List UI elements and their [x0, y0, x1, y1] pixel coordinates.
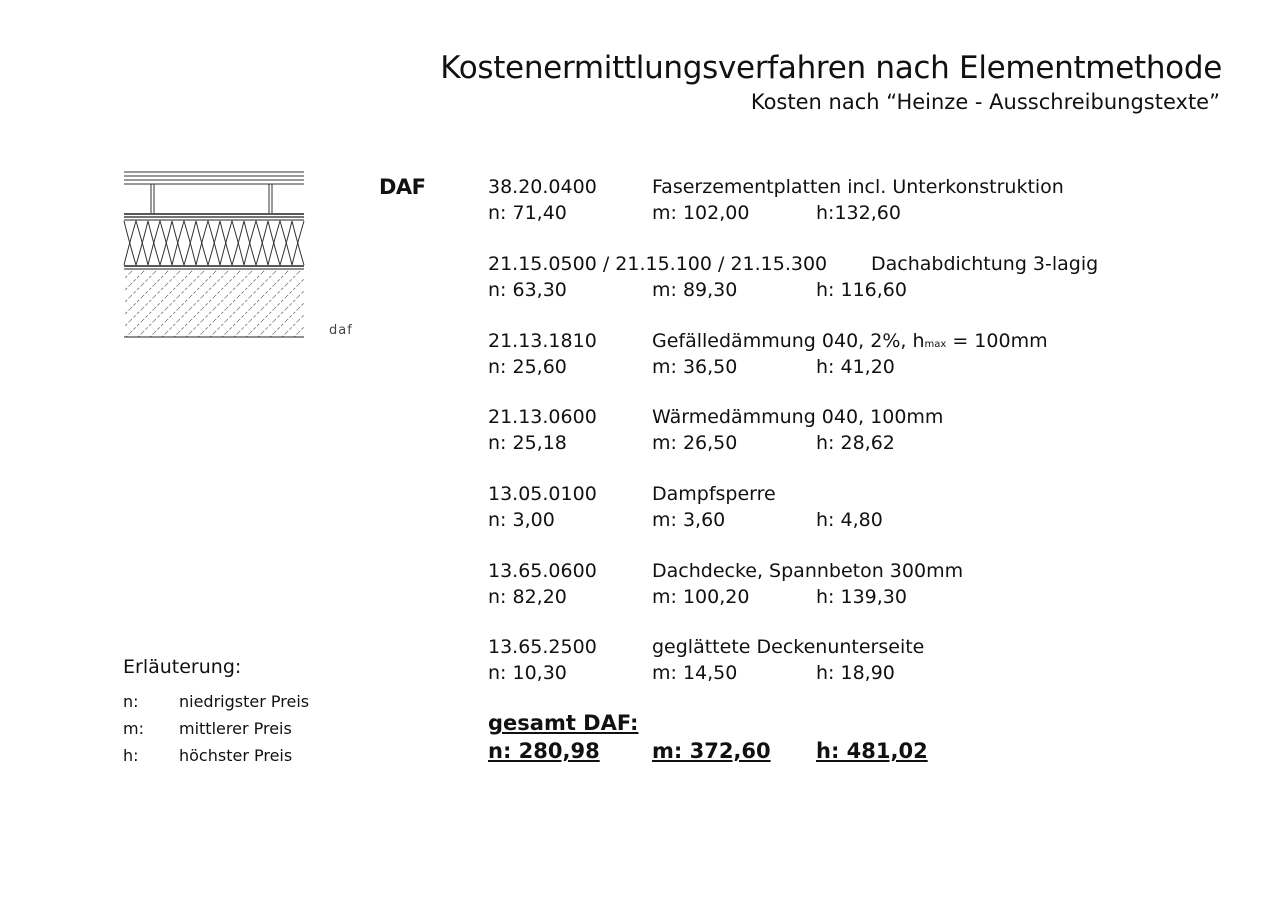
price-mid: m: 36,50: [652, 356, 738, 378]
item-description-subscript: max: [924, 339, 947, 350]
item-number: 21.13.0600: [488, 406, 597, 428]
total-low: n: 280,98: [488, 739, 600, 763]
price-high: h: 116,60: [816, 279, 907, 301]
price-mid: m: 102,00: [652, 202, 750, 224]
price-low: n: 10,30: [488, 662, 567, 684]
price-low: n: 3,00: [488, 509, 555, 531]
item-description: Dachabdichtung 3-lagig: [871, 253, 1099, 275]
element-code: DAF: [379, 175, 426, 199]
price-high: h: 41,20: [816, 356, 895, 378]
item-description: Faserzementplatten incl. Unterkonstruktion: [652, 176, 1064, 198]
price-mid: m: 100,20: [652, 586, 750, 608]
roof-section-drawing: [118, 165, 308, 345]
price-mid: m: 3,60: [652, 509, 726, 531]
item-number: 21.15.0500 / 21.15.100 / 21.15.300: [488, 253, 828, 275]
drawing-label: daf: [329, 323, 353, 338]
legend-key: n:: [123, 692, 139, 711]
item-description: Wärmedämmung 040, 100mm: [652, 406, 944, 428]
item-description: geglättete Deckenunterseite: [652, 636, 925, 658]
legend-value: mittlerer Preis: [179, 719, 292, 738]
item-description-text: Gefälledämmung 040, 2%, h: [652, 330, 925, 352]
item-description: Dachdecke, Spannbeton 300mm: [652, 560, 964, 582]
price-low: n: 82,20: [488, 586, 567, 608]
legend-key: h:: [123, 746, 139, 765]
price-mid: m: 89,30: [652, 279, 738, 301]
price-high: h:132,60: [816, 202, 901, 224]
price-high: h: 28,62: [816, 432, 895, 454]
price-mid: m: 26,50: [652, 432, 738, 454]
price-low: n: 25,18: [488, 432, 567, 454]
item-number: 21.13.1810: [488, 330, 597, 352]
price-mid: m: 14,50: [652, 662, 738, 684]
legend-title: Erläuterung:: [123, 656, 242, 678]
price-high: h: 18,90: [816, 662, 895, 684]
page-subtitle: Kosten nach “Heinze - Ausschreibungstexte”: [750, 90, 1220, 114]
price-high: h: 139,30: [816, 586, 907, 608]
total-high: h: 481,02: [816, 739, 928, 763]
total-label: gesamt DAF:: [488, 711, 639, 735]
total-mid: m: 372,60: [652, 739, 771, 763]
legend-key: m:: [123, 719, 144, 738]
price-low: n: 63,30: [488, 279, 567, 301]
item-number: 38.20.0400: [488, 176, 597, 198]
item-number: 13.65.0600: [488, 560, 597, 582]
price-low: n: 71,40: [488, 202, 567, 224]
legend-value: höchster Preis: [179, 746, 293, 765]
item-description-text-end: = 100mm: [946, 330, 1048, 352]
price-high: h: 4,80: [816, 509, 883, 531]
item-number: 13.65.2500: [488, 636, 597, 658]
page-title: Kostenermittlungsverfahren nach Elementmethode: [440, 50, 1222, 86]
price-low: n: 25,60: [488, 356, 567, 378]
legend-value: niedrigster Preis: [179, 692, 310, 711]
item-number: 13.05.0100: [488, 483, 597, 505]
item-description: Dampfsperre: [652, 483, 776, 505]
